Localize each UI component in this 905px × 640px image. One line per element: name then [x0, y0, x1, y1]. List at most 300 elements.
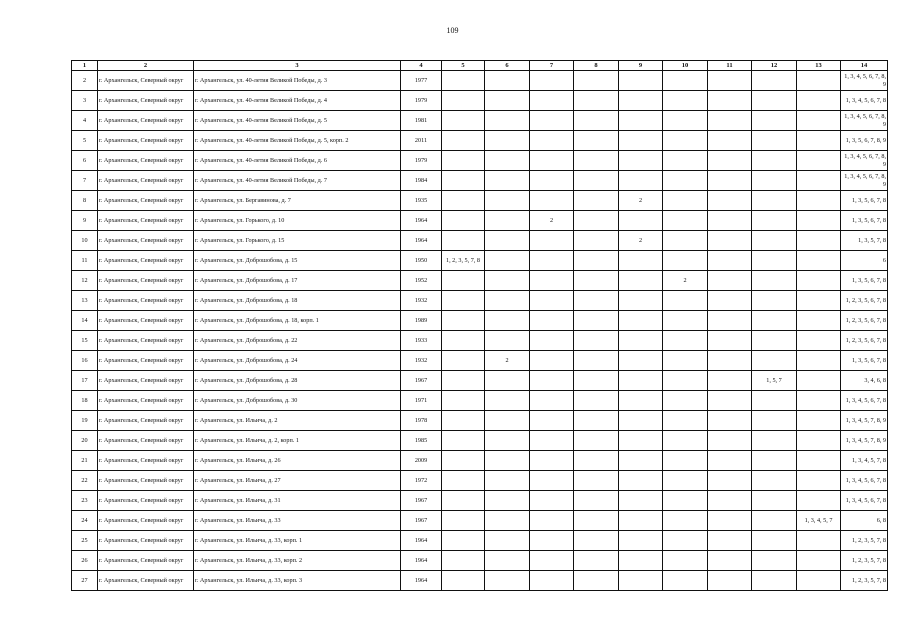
col9-cell — [619, 411, 663, 431]
col11-cell — [708, 331, 752, 351]
col12-cell — [752, 151, 797, 171]
col9-cell — [619, 491, 663, 511]
col12-cell — [752, 331, 797, 351]
col6-cell — [485, 531, 530, 551]
col8-cell — [574, 491, 619, 511]
col14-cell: 1, 3, 5, 7, 8 — [841, 231, 888, 251]
col5-cell — [442, 311, 485, 331]
col14-cell: 1, 3, 4, 5, 6, 7, 8, 9 — [841, 171, 888, 191]
table-row — [72, 111, 888, 131]
col6-cell — [485, 291, 530, 311]
col6-cell — [485, 71, 530, 91]
col7-cell — [530, 231, 574, 251]
table-row — [72, 431, 888, 451]
col8-cell — [574, 511, 619, 531]
district-cell: г. Архангельск, Северный округ — [98, 531, 194, 551]
district-cell: г. Архангельск, Северный округ — [98, 371, 194, 391]
col9-cell — [619, 351, 663, 371]
col7-cell — [530, 291, 574, 311]
col8-cell — [574, 231, 619, 251]
col14-cell: 1, 3, 4, 5, 7, 8, 9 — [841, 431, 888, 451]
col13-cell — [797, 191, 841, 211]
col10-cell — [663, 391, 708, 411]
col9-cell — [619, 531, 663, 551]
year-cell: 1972 — [401, 471, 442, 491]
col8-cell — [574, 311, 619, 331]
year-cell: 1979 — [401, 91, 442, 111]
col9-cell — [619, 151, 663, 171]
col8-cell — [574, 471, 619, 491]
col9-cell — [619, 71, 663, 91]
col13-cell — [797, 311, 841, 331]
col14-cell: 1, 3, 4, 5, 6, 7, 8, 9 — [841, 151, 888, 171]
year-cell: 1989 — [401, 311, 442, 331]
col13-cell — [797, 291, 841, 311]
col5-cell — [442, 531, 485, 551]
district-cell: г. Архангельск, Северный округ — [98, 71, 194, 91]
col8-cell — [574, 91, 619, 111]
col6-cell — [485, 111, 530, 131]
year-cell: 1935 — [401, 191, 442, 211]
column-header-7: 7 — [530, 61, 574, 71]
address-cell: г. Архангельск, ул. Доброшобова, д. 18 — [194, 291, 401, 311]
row-number: 8 — [72, 191, 98, 211]
col14-cell: 1, 3, 4, 5, 6, 7, 8 — [841, 391, 888, 411]
district-cell: г. Архангельск, Северный округ — [98, 171, 194, 191]
col6-cell: 2 — [485, 351, 530, 371]
col7-cell — [530, 331, 574, 351]
col10-cell — [663, 551, 708, 571]
col10-cell — [663, 471, 708, 491]
district-cell: г. Архангельск, Северный округ — [98, 491, 194, 511]
page-number: 109 — [446, 26, 459, 35]
column-header-8: 8 — [574, 61, 619, 71]
col14-cell: 1, 2, 3, 5, 7, 8 — [841, 551, 888, 571]
address-cell: г. Архангельск, ул. Ильича, д. 26 — [194, 451, 401, 471]
district-cell: г. Архангельск, Северный округ — [98, 271, 194, 291]
col10-cell — [663, 191, 708, 211]
col13-cell — [797, 331, 841, 351]
column-header-10: 10 — [663, 61, 708, 71]
col6-cell — [485, 151, 530, 171]
col14-cell: 1, 3, 4, 5, 7, 8, 9 — [841, 411, 888, 431]
year-cell: 1964 — [401, 551, 442, 571]
table-body — [72, 71, 888, 591]
year-cell: 1967 — [401, 371, 442, 391]
col11-cell — [708, 231, 752, 251]
district-cell: г. Архангельск, Северный округ — [98, 231, 194, 251]
col7-cell — [530, 71, 574, 91]
col5-cell — [442, 91, 485, 111]
table-row — [72, 571, 888, 591]
col11-cell — [708, 371, 752, 391]
col5-cell — [442, 511, 485, 531]
col13-cell — [797, 91, 841, 111]
col14-cell: 1, 3, 5, 6, 7, 8, 9 — [841, 131, 888, 151]
col13-cell — [797, 231, 841, 251]
district-cell: г. Архангельск, Северный округ — [98, 151, 194, 171]
table-row — [72, 191, 888, 211]
col13-cell — [797, 371, 841, 391]
col6-cell — [485, 431, 530, 451]
col6-cell — [485, 171, 530, 191]
col12-cell — [752, 111, 797, 131]
table-row — [72, 131, 888, 151]
col12-cell — [752, 131, 797, 151]
col13-cell — [797, 71, 841, 91]
district-cell: г. Архангельск, Северный округ — [98, 331, 194, 351]
column-header-5: 5 — [442, 61, 485, 71]
col14-cell: 1, 3, 4, 5, 6, 7, 8 — [841, 471, 888, 491]
table-row — [72, 251, 888, 271]
column-header-14: 14 — [841, 61, 888, 71]
address-cell: г. Архангельск, ул. Ильича, д. 33 — [194, 511, 401, 531]
col12-cell — [752, 571, 797, 591]
row-number: 27 — [72, 571, 98, 591]
district-cell: г. Архангельск, Северный округ — [98, 131, 194, 151]
col7-cell — [530, 171, 574, 191]
col5-cell — [442, 171, 485, 191]
col6-cell — [485, 411, 530, 431]
year-cell: 1933 — [401, 331, 442, 351]
row-number: 2 — [72, 71, 98, 91]
year-cell: 1950 — [401, 251, 442, 271]
row-number: 9 — [72, 211, 98, 231]
col8-cell — [574, 351, 619, 371]
col14-cell: 1, 3, 4, 5, 6, 7, 8, 9 — [841, 111, 888, 131]
col12-cell — [752, 271, 797, 291]
address-cell: г. Архангельск, ул. Ильича, д. 31 — [194, 491, 401, 511]
col10-cell — [663, 511, 708, 531]
col8-cell — [574, 251, 619, 271]
col10-cell — [663, 151, 708, 171]
col14-cell: 1, 3, 5, 6, 7, 8 — [841, 191, 888, 211]
col11-cell — [708, 291, 752, 311]
col6-cell — [485, 191, 530, 211]
col12-cell — [752, 311, 797, 331]
year-cell: 1932 — [401, 351, 442, 371]
year-cell: 1964 — [401, 571, 442, 591]
column-header-9: 9 — [619, 61, 663, 71]
col13-cell — [797, 431, 841, 451]
col10-cell — [663, 111, 708, 131]
table-row — [72, 211, 888, 231]
address-cell: г. Архангельск, ул. Горького, д. 15 — [194, 231, 401, 251]
col11-cell — [708, 71, 752, 91]
address-cell: г. Архангельск, ул. 40-летия Великой Победы, д. 5, корп. 2 — [194, 131, 401, 151]
col14-cell: 6 — [841, 251, 888, 271]
col11-cell — [708, 431, 752, 451]
year-cell: 1978 — [401, 411, 442, 431]
col8-cell — [574, 391, 619, 411]
address-cell: г. Архангельск, ул. Ильича, д. 33, корп. 3 — [194, 571, 401, 591]
year-cell: 1981 — [401, 111, 442, 131]
district-cell: г. Архангельск, Северный округ — [98, 351, 194, 371]
col9-cell — [619, 551, 663, 571]
district-cell: г. Архангельск, Северный округ — [98, 91, 194, 111]
col12-cell — [752, 451, 797, 471]
col5-cell — [442, 271, 485, 291]
district-cell: г. Архангельск, Северный округ — [98, 211, 194, 231]
col11-cell — [708, 271, 752, 291]
col13-cell — [797, 571, 841, 591]
col10-cell — [663, 451, 708, 471]
col8-cell — [574, 71, 619, 91]
address-cell: г. Архангельск, ул. Ильича, д. 33, корп. 1 — [194, 531, 401, 551]
table-row — [72, 291, 888, 311]
column-header-4: 4 — [401, 61, 442, 71]
col12-cell — [752, 471, 797, 491]
year-cell: 2011 — [401, 131, 442, 151]
col10-cell — [663, 91, 708, 111]
col9-cell — [619, 271, 663, 291]
col9-cell — [619, 571, 663, 591]
address-cell: г. Архангельск, ул. Бергавинова, д. 7 — [194, 191, 401, 211]
col11-cell — [708, 451, 752, 471]
col10-cell — [663, 171, 708, 191]
col10-cell — [663, 71, 708, 91]
col10-cell — [663, 351, 708, 371]
col12-cell — [752, 191, 797, 211]
col13-cell — [797, 131, 841, 151]
col7-cell — [530, 431, 574, 451]
address-cell: г. Архангельск, ул. Ильича, д. 33, корп. 2 — [194, 551, 401, 571]
col5-cell — [442, 411, 485, 431]
col7-cell — [530, 151, 574, 171]
col10-cell — [663, 231, 708, 251]
year-cell: 1952 — [401, 271, 442, 291]
table-row — [72, 91, 888, 111]
col13-cell — [797, 451, 841, 471]
address-cell: г. Архангельск, ул. Ильича, д. 27 — [194, 471, 401, 491]
col14-cell: 1, 3, 5, 6, 7, 8 — [841, 211, 888, 231]
col8-cell — [574, 411, 619, 431]
address-cell: г. Архангельск, ул. 40-летия Великой Победы, д. 3 — [194, 71, 401, 91]
col7-cell — [530, 251, 574, 271]
col6-cell — [485, 451, 530, 471]
col13-cell — [797, 551, 841, 571]
row-number: 24 — [72, 511, 98, 531]
col12-cell — [752, 391, 797, 411]
district-cell: г. Архангельск, Северный округ — [98, 391, 194, 411]
table-row — [72, 311, 888, 331]
col11-cell — [708, 551, 752, 571]
col7-cell — [530, 451, 574, 471]
col6-cell — [485, 311, 530, 331]
col10-cell — [663, 371, 708, 391]
district-cell: г. Архангельск, Северный округ — [98, 431, 194, 451]
col7-cell — [530, 551, 574, 571]
col6-cell — [485, 251, 530, 271]
col14-cell: 3, 4, 6, 8 — [841, 371, 888, 391]
col6-cell — [485, 331, 530, 351]
col13-cell — [797, 111, 841, 131]
row-number: 11 — [72, 251, 98, 271]
col13-cell — [797, 411, 841, 431]
table-row — [72, 71, 888, 91]
table-row — [72, 451, 888, 471]
col8-cell — [574, 271, 619, 291]
col8-cell — [574, 211, 619, 231]
col8-cell — [574, 151, 619, 171]
col8-cell — [574, 551, 619, 571]
table-row — [72, 411, 888, 431]
year-cell: 1964 — [401, 531, 442, 551]
table-row — [72, 491, 888, 511]
year-cell: 1971 — [401, 391, 442, 411]
col10-cell — [663, 491, 708, 511]
col11-cell — [708, 571, 752, 591]
col5-cell — [442, 471, 485, 491]
col9-cell — [619, 171, 663, 191]
col8-cell — [574, 371, 619, 391]
col12-cell — [752, 411, 797, 431]
col14-cell: 1, 3, 4, 5, 6, 7, 8 — [841, 91, 888, 111]
col13-cell — [797, 391, 841, 411]
column-header-13: 13 — [797, 61, 841, 71]
col7-cell — [530, 111, 574, 131]
header-row — [72, 61, 888, 71]
col14-cell: 1, 3, 5, 6, 7, 8 — [841, 271, 888, 291]
col11-cell — [708, 351, 752, 371]
col6-cell — [485, 131, 530, 151]
col10-cell — [663, 311, 708, 331]
table-row — [72, 531, 888, 551]
address-cell: г. Архангельск, ул. Доброшобова, д. 18, корп. 1 — [194, 311, 401, 331]
col13-cell — [797, 211, 841, 231]
col13-cell — [797, 251, 841, 271]
col5-cell — [442, 211, 485, 231]
col9-cell — [619, 311, 663, 331]
table-row — [72, 351, 888, 371]
col7-cell — [530, 371, 574, 391]
col9-cell: 2 — [619, 231, 663, 251]
col6-cell — [485, 231, 530, 251]
table-row — [72, 171, 888, 191]
col5-cell — [442, 291, 485, 311]
col9-cell — [619, 471, 663, 491]
col11-cell — [708, 131, 752, 151]
col8-cell — [574, 531, 619, 551]
col8-cell — [574, 191, 619, 211]
col9-cell — [619, 451, 663, 471]
row-number: 25 — [72, 531, 98, 551]
col9-cell — [619, 211, 663, 231]
col6-cell — [485, 491, 530, 511]
table-row — [72, 331, 888, 351]
col14-cell: 1, 3, 4, 5, 7, 8 — [841, 451, 888, 471]
district-cell: г. Архангельск, Северный округ — [98, 571, 194, 591]
district-cell: г. Архангельск, Северный округ — [98, 511, 194, 531]
col10-cell — [663, 211, 708, 231]
col5-cell — [442, 151, 485, 171]
row-number: 7 — [72, 171, 98, 191]
col7-cell: 2 — [530, 211, 574, 231]
district-cell: г. Архангельск, Северный округ — [98, 311, 194, 331]
table-row — [72, 371, 888, 391]
col13-cell — [797, 491, 841, 511]
col7-cell — [530, 351, 574, 371]
col11-cell — [708, 471, 752, 491]
col14-cell: 1, 3, 5, 6, 7, 8 — [841, 351, 888, 371]
col5-cell — [442, 551, 485, 571]
table-row — [72, 271, 888, 291]
address-cell: г. Архангельск, ул. Доброшобова, д. 24 — [194, 351, 401, 371]
col8-cell — [574, 431, 619, 451]
col13-cell — [797, 531, 841, 551]
col12-cell — [752, 71, 797, 91]
col11-cell — [708, 111, 752, 131]
district-cell: г. Архангельск, Северный округ — [98, 451, 194, 471]
col10-cell — [663, 431, 708, 451]
col10-cell — [663, 331, 708, 351]
col13-cell — [797, 271, 841, 291]
col6-cell — [485, 571, 530, 591]
address-cell: г. Архангельск, ул. 40-летия Великой Победы, д. 7 — [194, 171, 401, 191]
col14-cell: 1, 2, 3, 5, 6, 7, 8 — [841, 331, 888, 351]
col8-cell — [574, 451, 619, 471]
col14-cell: 1, 2, 3, 5, 7, 8 — [841, 531, 888, 551]
col5-cell — [442, 431, 485, 451]
col11-cell — [708, 491, 752, 511]
district-cell: г. Архангельск, Северный округ — [98, 551, 194, 571]
table-row — [72, 231, 888, 251]
column-header-1: 1 — [72, 61, 98, 71]
col10-cell — [663, 131, 708, 151]
col11-cell — [708, 91, 752, 111]
col7-cell — [530, 191, 574, 211]
district-cell: г. Архангельск, Северный округ — [98, 471, 194, 491]
col5-cell — [442, 71, 485, 91]
district-cell: г. Архангельск, Северный округ — [98, 111, 194, 131]
col11-cell — [708, 311, 752, 331]
row-number: 10 — [72, 231, 98, 251]
year-cell: 1967 — [401, 511, 442, 531]
address-cell: г. Архангельск, ул. Ильича, д. 2 — [194, 411, 401, 431]
col6-cell — [485, 511, 530, 531]
row-number: 3 — [72, 91, 98, 111]
col12-cell — [752, 351, 797, 371]
col11-cell — [708, 171, 752, 191]
col10-cell — [663, 411, 708, 431]
col6-cell — [485, 471, 530, 491]
district-cell: г. Архангельск, Северный округ — [98, 251, 194, 271]
col14-cell: 1, 2, 3, 5, 6, 7, 8 — [841, 311, 888, 331]
row-number: 18 — [72, 391, 98, 411]
col8-cell — [574, 131, 619, 151]
col13-cell: 1, 3, 4, 5, 7 — [797, 511, 841, 531]
col5-cell: 1, 2, 3, 5, 7, 8 — [442, 251, 485, 271]
column-header-2: 2 — [98, 61, 194, 71]
col12-cell — [752, 511, 797, 531]
row-number: 12 — [72, 271, 98, 291]
col5-cell — [442, 351, 485, 371]
col11-cell — [708, 411, 752, 431]
address-cell: г. Архангельск, ул. 40-летия Великой Победы, д. 4 — [194, 91, 401, 111]
col12-cell — [752, 171, 797, 191]
col12-cell — [752, 431, 797, 451]
col12-cell — [752, 91, 797, 111]
year-cell: 2009 — [401, 451, 442, 471]
row-number: 21 — [72, 451, 98, 471]
row-number: 19 — [72, 411, 98, 431]
col12-cell: 1, 5, 7 — [752, 371, 797, 391]
col6-cell — [485, 551, 530, 571]
col9-cell — [619, 391, 663, 411]
col5-cell — [442, 331, 485, 351]
col7-cell — [530, 531, 574, 551]
col6-cell — [485, 211, 530, 231]
